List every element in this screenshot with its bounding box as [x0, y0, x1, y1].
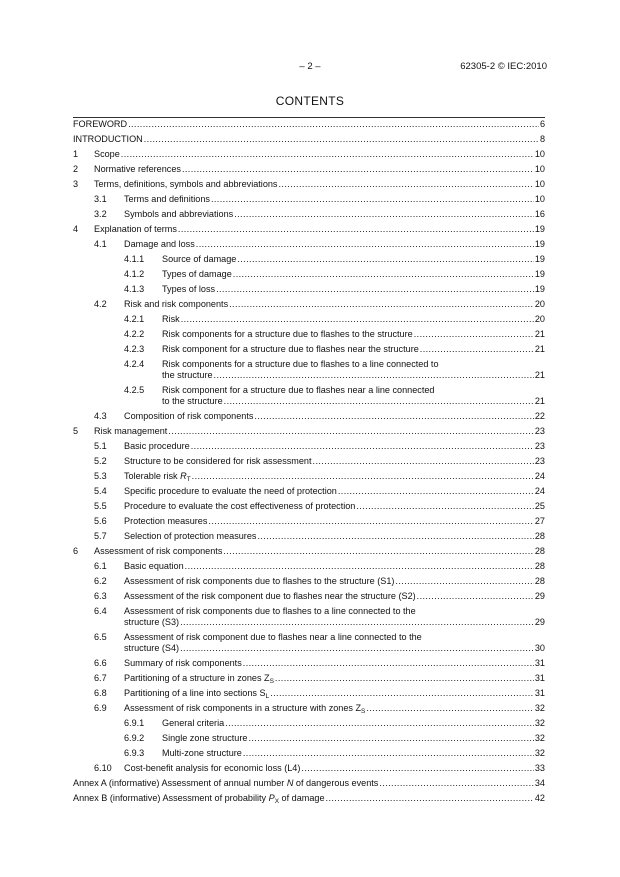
toc-entry-5-5[interactable]: 5.5 Procedure to evaluate the cost effectiveness of protection ..... 25	[73, 499, 545, 514]
toc-entry-5-2[interactable]: 5.2 Structure to be considered for risk assessment ..... 23	[73, 454, 545, 469]
toc-entry-annex-b[interactable]: Annex B (informative) Assessment of probability $P_X$ of damage ..... 42	[73, 791, 545, 806]
toc-entry-3[interactable]: 3 Terms, definitions, symbols and abbreviations ..... 10	[73, 177, 545, 192]
page-number: – 2 –	[299, 61, 321, 72]
toc-entry-4-2-4[interactable]: 4.2.4 Risk components for a structure due to flashes to a line connected to the structure ..... 21	[73, 357, 545, 383]
toc-entry-5-3[interactable]: 5.3 Tolerable risk $R_T$ ..... 24	[73, 469, 545, 484]
toc-entry-4-2-3[interactable]: 4.2.3 Risk component for a structure due to flashes near the structure ..... 21	[73, 342, 545, 357]
toc-entry-6-6[interactable]: 6.6 Summary of risk components ..... 31	[73, 656, 545, 671]
toc-entry-5-6[interactable]: 5.6 Protection measures ..... 27	[73, 514, 545, 529]
toc-entry-4-2-1[interactable]: 4.2.1 Risk ..... 20	[73, 312, 545, 327]
toc-entry-5-7[interactable]: 5.7 Selection of protection measures ..... 28	[73, 529, 545, 544]
toc-entry-4-2-5[interactable]: 4.2.5 Risk component for a structure due to flashes near a line connected to the structure ..... 21	[73, 383, 545, 409]
table-of-contents	[73, 117, 545, 806]
toc-entry-3-1[interactable]: 3.1 Terms and definitions ..... 10	[73, 192, 545, 207]
toc-entry-6-7[interactable]: 6.7 Partitioning of a structure in zones $Z_S$ ..... 31	[73, 671, 545, 686]
toc-entry-5-4[interactable]: 5.4 Specific procedure to evaluate the need of protection ..... 24	[73, 484, 545, 499]
toc-entry-6-4[interactable]: 6.4 Assessment of risk components due to flashes to a line connected to the structure (S3) ..... 29	[73, 604, 545, 630]
toc-entry-4-1-1[interactable]: 4.1.1 Source of damage ..... 19	[73, 252, 545, 267]
toc-entry-4-2[interactable]: 4.2 Risk and risk components ..... 20	[73, 297, 545, 312]
toc-entry-4-2-2[interactable]: 4.2.2 Risk components for a structure due to flashes to the structure ..... 21	[73, 327, 545, 342]
toc-entry-6-5[interactable]: 6.5 Assessment of risk component due to flashes near a line connected to the structure (S4) ..... 30	[73, 630, 545, 656]
toc-entry-6-9-3[interactable]: 6.9.3 Multi-zone structure ..... 32	[73, 746, 545, 761]
toc-entry-6-8[interactable]: 6.8 Partitioning of a line into sections $S_L$ ..... 31	[73, 686, 545, 701]
toc-entry-introduction[interactable]: INTRODUCTION ..... 8	[73, 132, 545, 147]
toc-entry-4-1[interactable]: 4.1 Damage and loss ..... 19	[73, 237, 545, 252]
page-title: CONTENTS	[275, 94, 345, 108]
toc-entry-4-1-3[interactable]: 4.1.3 Types of loss ..... 19	[73, 282, 545, 297]
toc-entry-5[interactable]: 5 Risk management ..... 23	[73, 424, 545, 439]
toc-entry-4-3[interactable]: 4.3 Composition of risk components ..... 22	[73, 409, 545, 424]
standard-designation: 62305-2 © IEC:2010	[460, 61, 547, 72]
toc-entry-6-9-2[interactable]: 6.9.2 Single zone structure ..... 32	[73, 731, 545, 746]
toc-entry-6-3[interactable]: 6.3 Assessment of the risk component due to flashes near the structure (S2) ..... 29	[73, 589, 545, 604]
toc-entry-4[interactable]: 4 Explanation of terms ..... 19	[73, 222, 545, 237]
toc-entry-foreword[interactable]: FOREWORD ..... 6	[73, 117, 545, 132]
toc-entry-6-10[interactable]: 6.10 Cost-benefit analysis for economic loss (L4) ..... 33	[73, 761, 545, 776]
toc-entry-4-1-2[interactable]: 4.1.2 Types of damage ..... 19	[73, 267, 545, 282]
toc-entry-5-1[interactable]: 5.1 Basic procedure ..... 23	[73, 439, 545, 454]
toc-entry-6-9[interactable]: 6.9 Assessment of risk components in a structure with zones $Z_S$ ..... 32	[73, 701, 545, 716]
toc-entry-annex-a[interactable]: Annex A (informative) Assessment of annual number N of dangerous events ..... 34	[73, 776, 545, 791]
toc-entry-6-9-1[interactable]: 6.9.1 General criteria ..... 32	[73, 716, 545, 731]
toc-entry-6[interactable]: 6 Assessment of risk components ..... 28	[73, 544, 545, 559]
toc-entry-3-2[interactable]: 3.2 Symbols and abbreviations ..... 16	[73, 207, 545, 222]
toc-entry-1[interactable]: 1 Scope ..... 10	[73, 147, 545, 162]
toc-entry-6-2[interactable]: 6.2 Assessment of risk components due to flashes to the structure (S1) ..... 28	[73, 574, 545, 589]
toc-entry-2[interactable]: 2 Normative references ..... 10	[73, 162, 545, 177]
toc-entry-6-1[interactable]: 6.1 Basic equation ..... 28	[73, 559, 545, 574]
